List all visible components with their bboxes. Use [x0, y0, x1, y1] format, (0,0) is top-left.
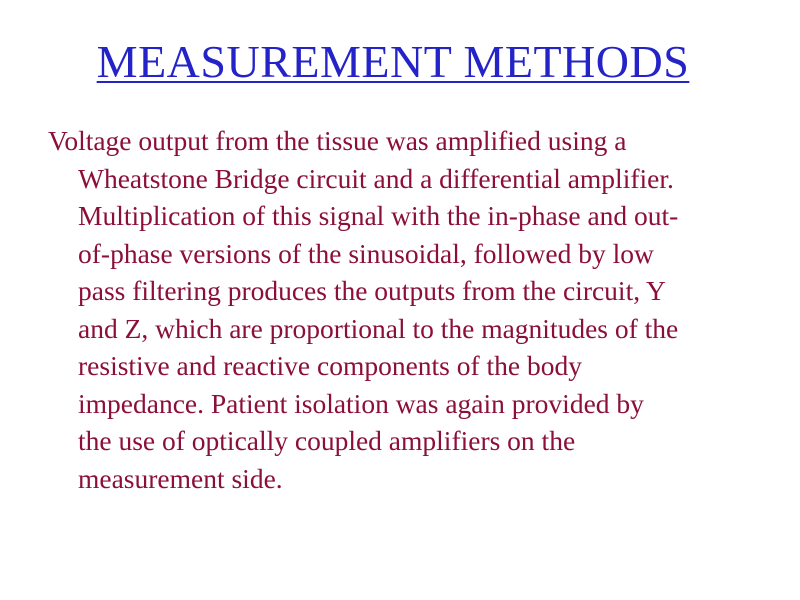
- body-line: pass filtering produces the outputs from the circuit, Y: [78, 275, 666, 306]
- body-line: and Z, which are proportional to the magnitudes of the: [78, 312, 679, 344]
- body-line: resistive and reactive components of the body: [78, 350, 583, 381]
- body-line: the use of optically coupled amplifiers on the: [78, 425, 576, 456]
- slide-body: [48, 122, 788, 497]
- body-line: impedance. Patient isolation was again provided by: [78, 387, 644, 419]
- body-line: Multiplication of this signal with the in-phase and out-: [78, 200, 679, 231]
- body-line: Voltage output from the tissue was amplified using a: [48, 125, 627, 156]
- body-line: Wheatstone Bridge circuit and a differential amplifier.: [78, 162, 674, 194]
- body-line: of-phase versions of the sinusoidal, followed by low: [78, 237, 654, 269]
- body-line: measurement side.: [78, 462, 283, 494]
- slide-title: MEASUREMENT METHODS: [96, 36, 690, 87]
